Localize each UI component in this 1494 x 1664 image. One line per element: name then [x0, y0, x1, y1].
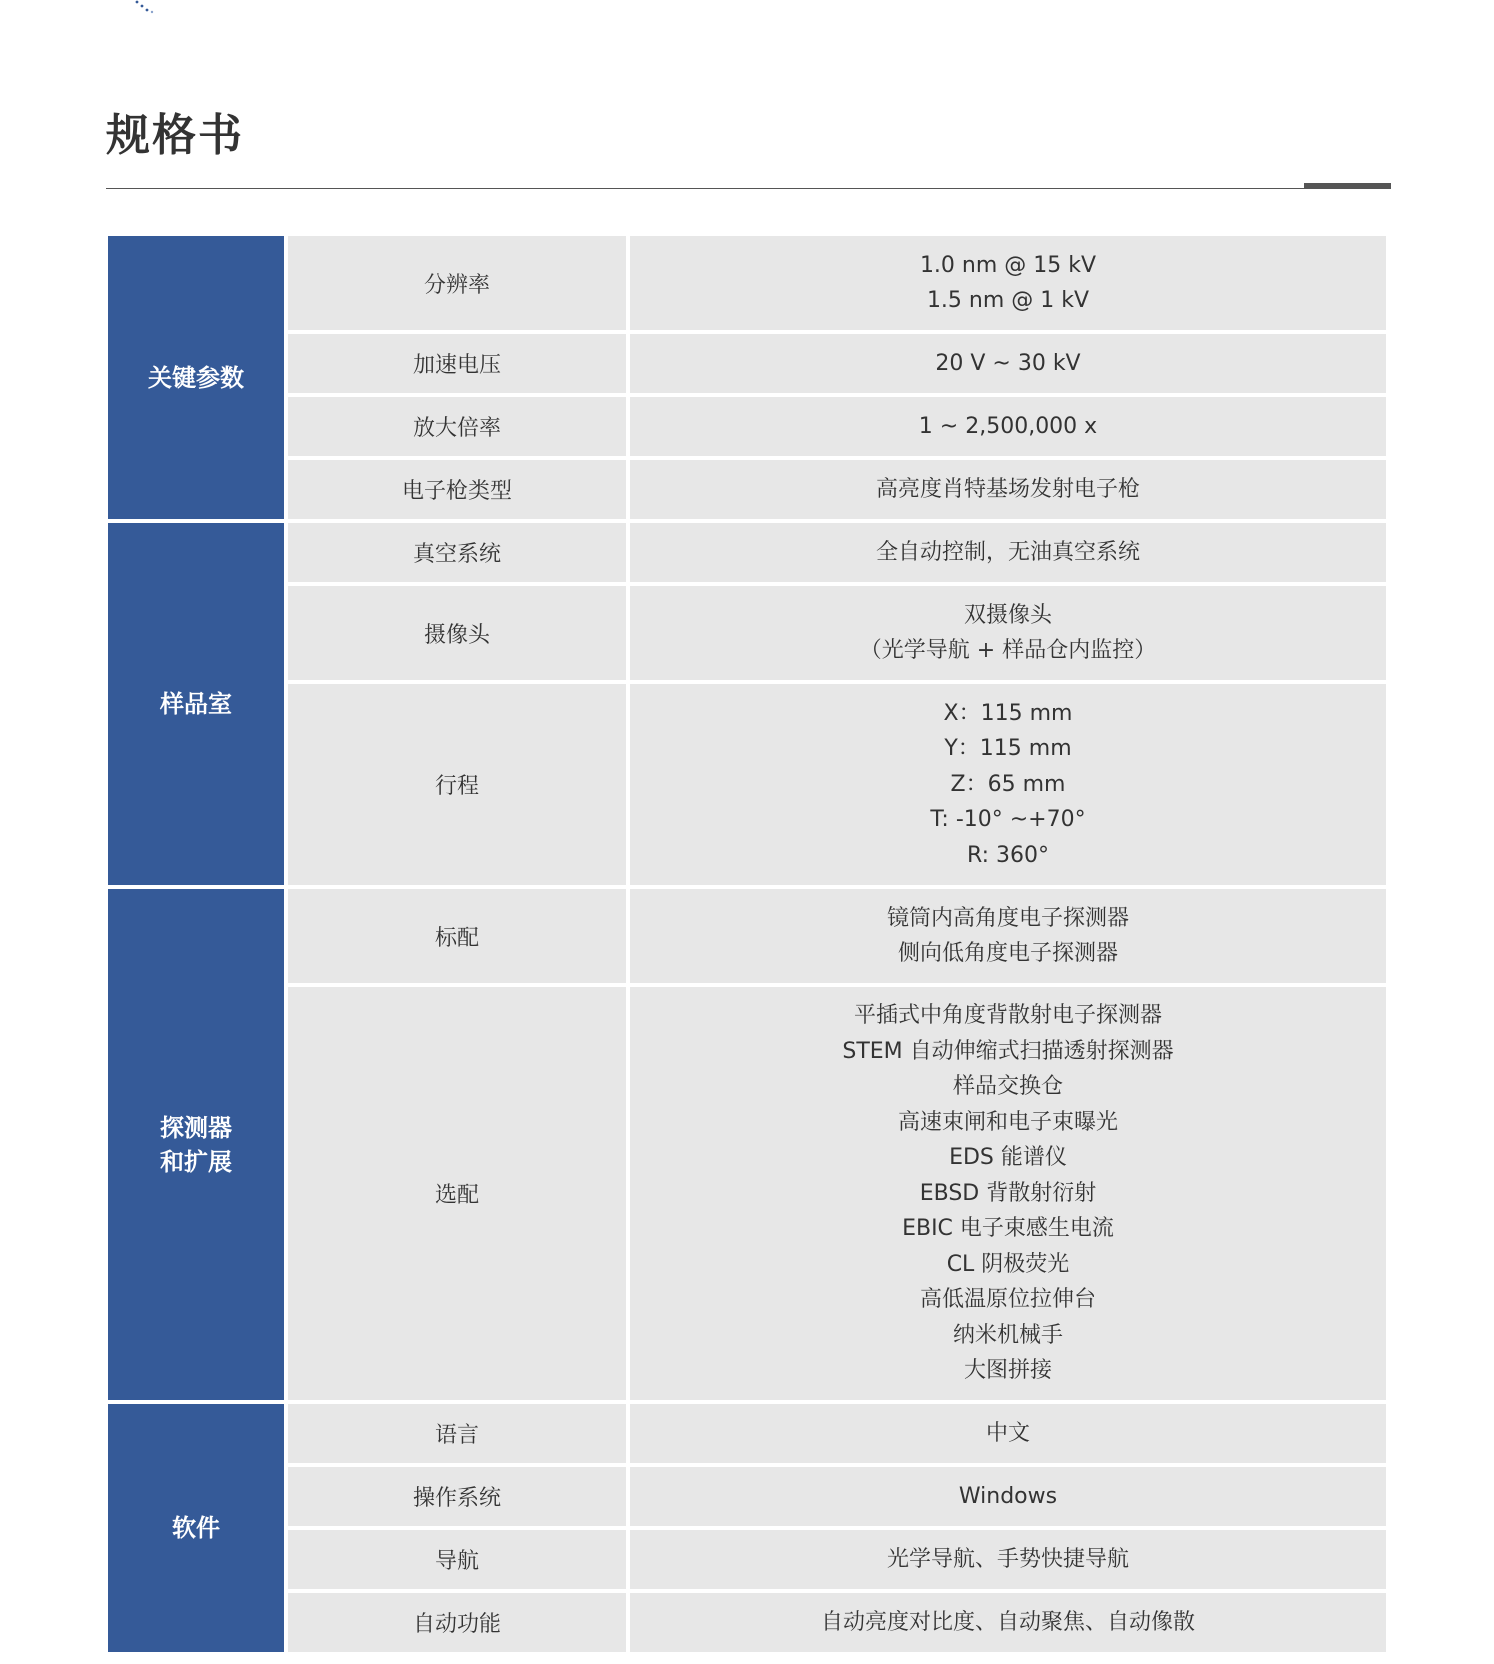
spec-value-line: CL 阴极荧光 — [946, 1251, 1070, 1277]
category-key-parameters — [108, 236, 288, 523]
category-label: 软件 — [172, 1514, 220, 1542]
spec-value-line: 镜筒内高角度电子探测器 — [886, 905, 1129, 931]
spec-value-line: 1.5 nm @ 1 kV — [926, 288, 1090, 313]
category-sample-chamber — [108, 523, 288, 889]
title-divider — [106, 188, 1391, 189]
spec-value — [630, 236, 1386, 334]
spec-table — [108, 236, 1386, 1656]
category-label: 样品室 — [160, 690, 232, 718]
table-row — [108, 1467, 1386, 1530]
title-accent-bar — [1304, 183, 1391, 189]
spec-name: 操作系统 — [288, 1467, 630, 1530]
spec-value-line: 光学导航、手势快捷导航 — [886, 1546, 1129, 1572]
spec-value-line: Z：65 mm — [950, 771, 1066, 797]
spec-value — [630, 523, 1386, 586]
table-row — [108, 586, 1386, 684]
spec-value — [630, 684, 1386, 889]
spec-value-line: 平插式中角度背散射电子探测器 — [853, 1003, 1162, 1029]
spec-value-line: 1.0 nm @ 15 kV — [919, 252, 1097, 278]
spec-value-line: 侧向低角度电子探测器 — [897, 941, 1118, 966]
spec-name: 选配 — [288, 987, 630, 1404]
table-row — [108, 1593, 1386, 1656]
spec-value-line: EDS 能谱仪 — [949, 1145, 1067, 1171]
spec-value — [630, 1593, 1386, 1656]
spec-name: 电子枪类型 — [288, 460, 630, 523]
spec-value — [630, 586, 1386, 684]
spec-value-line: STEM 自动伸缩式扫描透射探测器 — [842, 1038, 1174, 1064]
spec-name: 真空系统 — [288, 523, 630, 586]
table-row — [108, 1530, 1386, 1593]
spec-value-line: 高亮度肖特基场发射电子枪 — [875, 476, 1140, 502]
spec-value-line: EBIC 电子束感生电流 — [902, 1216, 1114, 1242]
spec-value — [630, 334, 1386, 397]
spec-value-line: 高低温原位拉伸台 — [919, 1287, 1096, 1313]
spec-value-line: EBSD 背散射衍射 — [919, 1180, 1097, 1206]
table-row — [108, 1404, 1386, 1467]
table-row — [108, 889, 1386, 987]
table-row — [108, 236, 1386, 334]
spec-value-line: 大图拼接 — [963, 1358, 1052, 1384]
spec-name: 行程 — [288, 684, 630, 889]
spec-value-line: 全自动控制，无油真空系统 — [875, 539, 1140, 565]
spec-value-line: Y：115 mm — [944, 736, 1072, 762]
spec-value-line: 自动亮度对比度、自动聚焦、自动像散 — [820, 1609, 1195, 1635]
spec-value-line: 20 V ~ 30 kV — [935, 350, 1081, 376]
spec-value-line: R: 360° — [966, 842, 1049, 868]
table-row — [108, 334, 1386, 397]
category-software — [108, 1404, 288, 1656]
category-label: 关键参数 — [148, 363, 244, 392]
spec-value — [630, 460, 1386, 523]
spec-value — [630, 987, 1386, 1404]
spec-value — [630, 397, 1386, 460]
spec-value — [630, 889, 1386, 987]
table-row — [108, 684, 1386, 889]
spec-value-line: X：115 mm — [943, 700, 1073, 726]
spec-value-line: 高速束闸和电子束曝光 — [897, 1109, 1118, 1135]
spec-value-line: 1 ~ 2,500,000 x — [918, 413, 1098, 439]
spec-value — [630, 1404, 1386, 1467]
decorative-dots — [134, 0, 158, 14]
table-row — [108, 987, 1386, 1404]
category-detectors-extensions — [108, 889, 288, 1404]
spec-name: 摄像头 — [288, 586, 630, 684]
spec-value-line: （光学导航 + 样品仓内监控） — [859, 638, 1157, 663]
spec-value-line: T: -10° ~+70° — [930, 807, 1086, 833]
spec-value — [630, 1467, 1386, 1530]
spec-value — [630, 1530, 1386, 1593]
spec-name: 标配 — [288, 889, 630, 987]
spec-value-line: 纳米机械手 — [952, 1322, 1063, 1348]
spec-name: 加速电压 — [288, 334, 630, 397]
spec-name: 自动功能 — [288, 1593, 630, 1656]
table-row — [108, 460, 1386, 523]
spec-value-line: Windows — [958, 1483, 1058, 1509]
spec-value-line: 中文 — [985, 1420, 1030, 1446]
category-label-line: 和扩展 — [160, 1147, 232, 1176]
spec-value-line: 样品交换仓 — [952, 1074, 1063, 1100]
spec-name: 导航 — [288, 1530, 630, 1593]
table-row — [108, 397, 1386, 460]
page-title: 规格书 — [106, 110, 244, 161]
spec-name: 语言 — [288, 1404, 630, 1467]
spec-name: 分辨率 — [288, 236, 630, 334]
spec-value-line: 双摄像头 — [963, 602, 1052, 628]
spec-name: 放大倍率 — [288, 397, 630, 460]
table-row — [108, 523, 1386, 586]
category-label-line: 探测器 — [160, 1113, 232, 1142]
